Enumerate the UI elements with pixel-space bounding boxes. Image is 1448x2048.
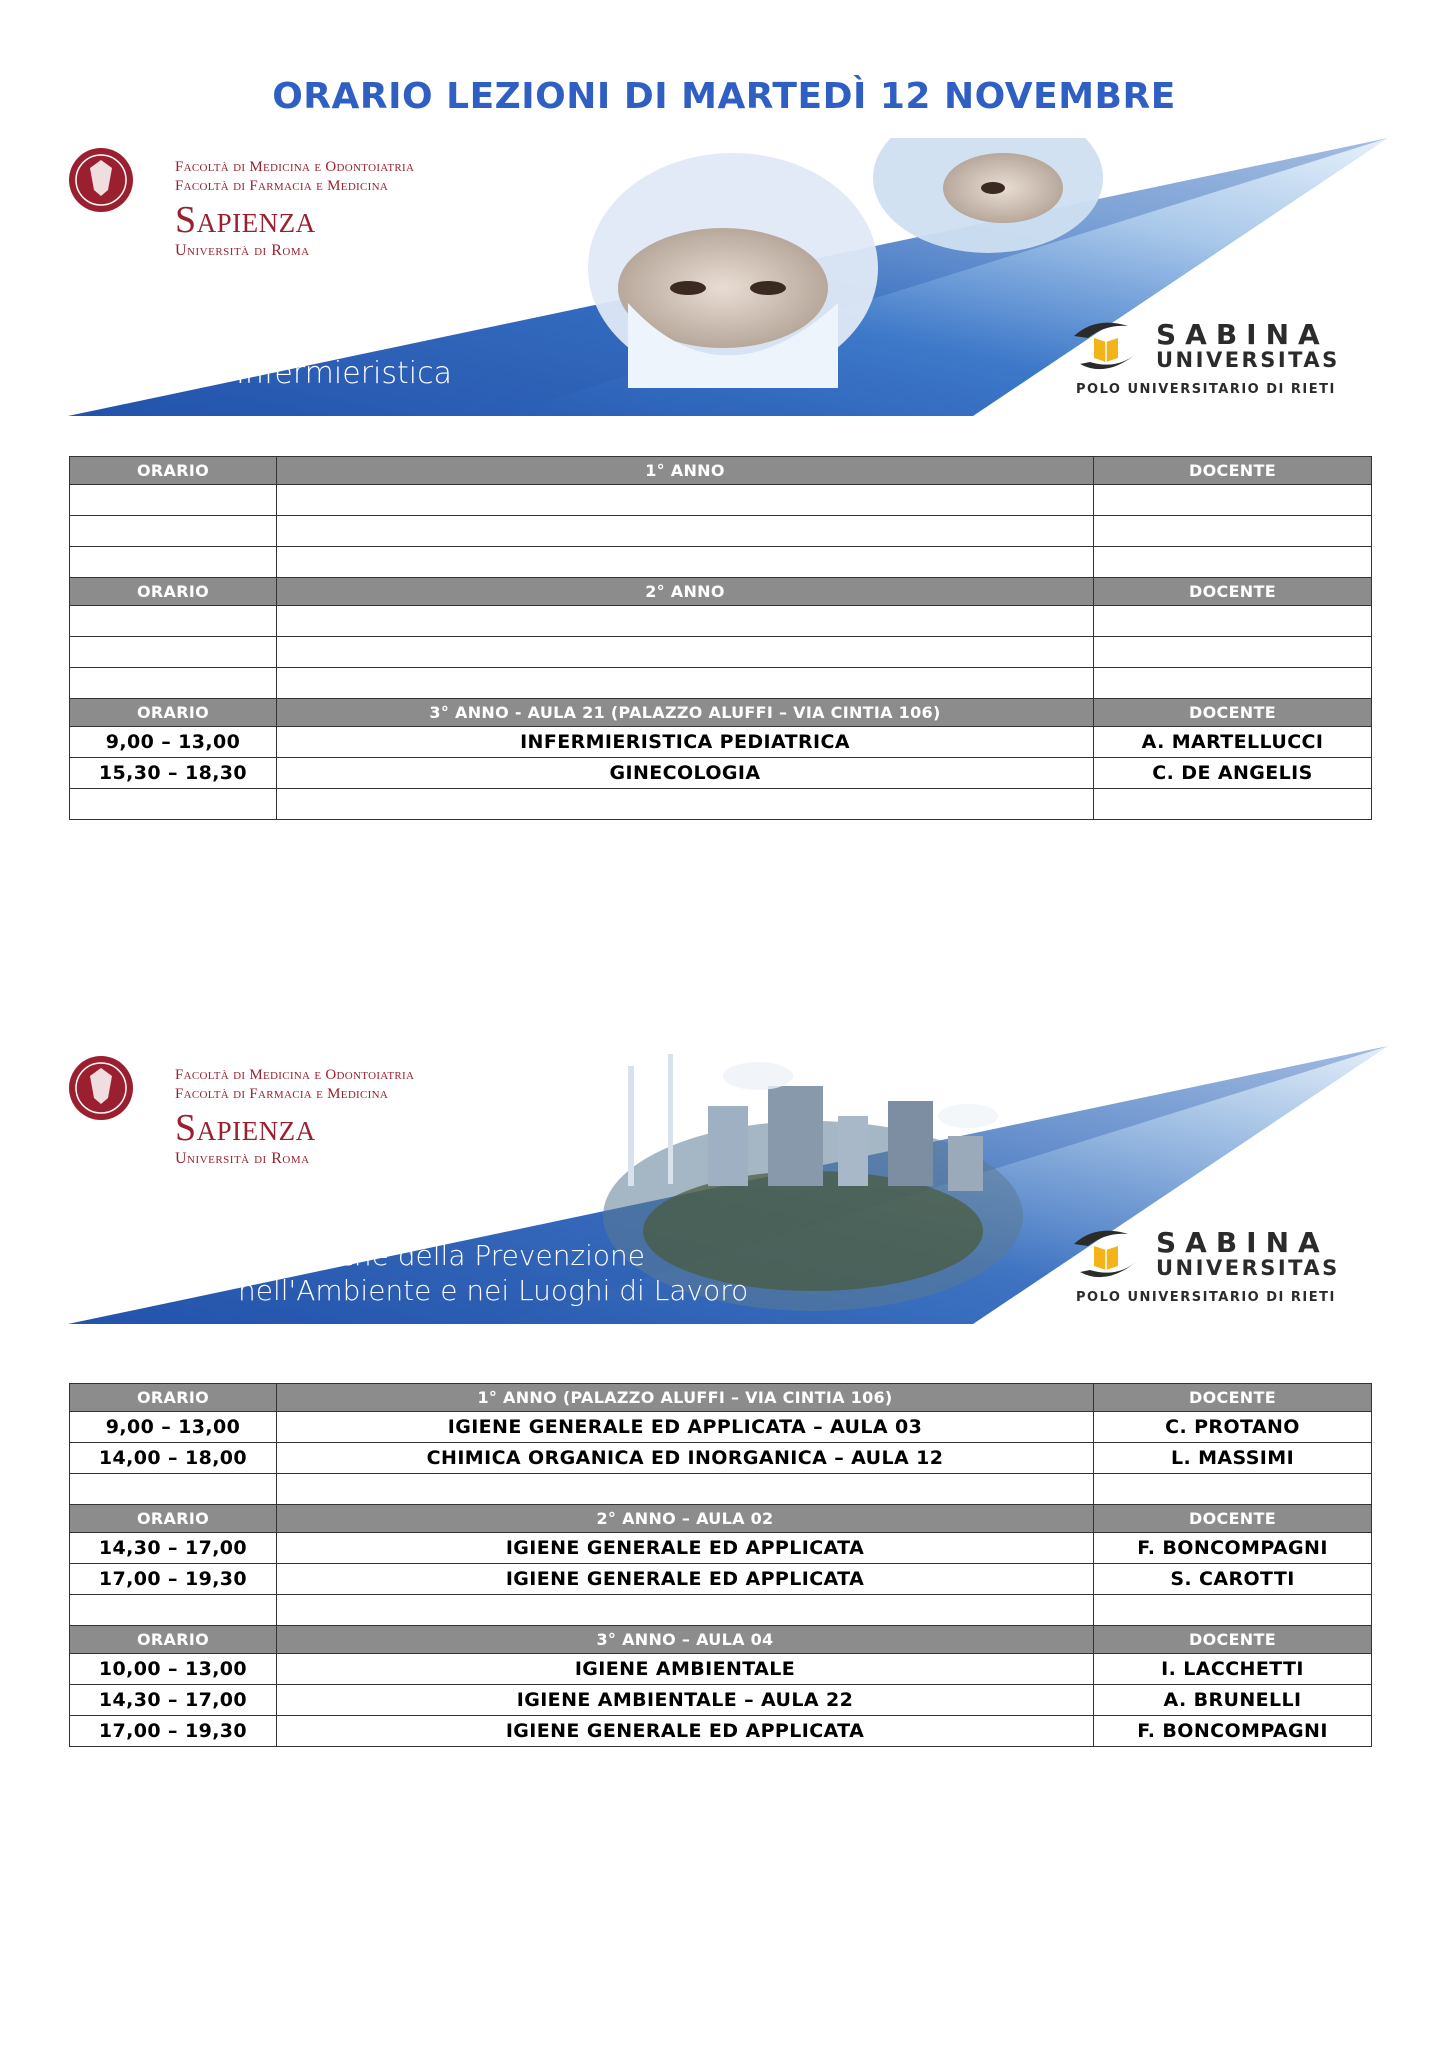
cell-subject: GINECOLOGIA <box>277 758 1094 789</box>
faculty-line-1: Facoltà di Medicina e Odontoiatria <box>175 1067 415 1083</box>
table-row <box>70 1474 1372 1505</box>
cell-subject <box>277 668 1094 699</box>
cell-teacher: F. BONCOMPAGNI <box>1094 1716 1372 1747</box>
faculty-line-2: Facoltà di Farmacia e Medicina <box>175 1086 389 1102</box>
cell-teacher <box>1094 606 1372 637</box>
table-row <box>70 1533 1372 1564</box>
cell-subject: IGIENE AMBIENTALE <box>277 1654 1094 1685</box>
cell-teacher: I. LACCHETTI <box>1094 1654 1372 1685</box>
cell-time: 17,00 – 19,30 <box>70 1716 277 1747</box>
sapienza-seal-icon <box>68 138 138 218</box>
university-name: Sapienza <box>175 1107 316 1149</box>
cell-time <box>70 637 277 668</box>
table-row <box>70 485 1372 516</box>
cell-time <box>70 547 277 578</box>
cell-subject <box>277 485 1094 516</box>
header-teacher: DOCENTE <box>1094 699 1372 727</box>
header-teacher: DOCENTE <box>1094 1505 1372 1533</box>
header-time: ORARIO <box>70 1384 277 1412</box>
header-time: ORARIO <box>70 457 277 485</box>
sabina-name-line2: UNIVERSITAS <box>1156 348 1340 372</box>
header-teacher: DOCENTE <box>1094 578 1372 606</box>
university-name: Sapienza <box>175 199 316 241</box>
banner-infermieristica <box>68 138 1388 428</box>
table-row <box>70 1685 1372 1716</box>
header-time: ORARIO <box>70 699 277 727</box>
cell-time <box>70 1595 277 1626</box>
cell-subject: IGIENE GENERALE ED APPLICATA <box>277 1533 1094 1564</box>
table-row <box>70 1564 1372 1595</box>
sabina-name-line1: SABINA <box>1156 318 1329 351</box>
cell-subject <box>277 637 1094 668</box>
cell-subject: IGIENE GENERALE ED APPLICATA <box>277 1716 1094 1747</box>
cell-teacher <box>1094 1474 1372 1505</box>
table-row <box>70 606 1372 637</box>
cell-teacher: S. CAROTTI <box>1094 1564 1372 1595</box>
sabina-subtitle: POLO UNIVERSITARIO DI RIETI <box>1076 382 1336 397</box>
header-year: 1° ANNO <box>277 457 1094 485</box>
header-teacher: DOCENTE <box>1094 1626 1372 1654</box>
table-row <box>70 668 1372 699</box>
schedule-table-tecniche-prevenzione <box>69 1383 1372 1747</box>
header-time: ORARIO <box>70 1505 277 1533</box>
cell-time <box>70 516 277 547</box>
cell-subject <box>277 606 1094 637</box>
header-year: 3° ANNO - AULA 21 (PALAZZO ALUFFI – VIA CINTIA 106) <box>277 699 1094 727</box>
sabina-book-icon <box>1066 316 1146 376</box>
cell-subject: CHIMICA ORGANICA ED INORGANICA – AULA 12 <box>277 1443 1094 1474</box>
cell-teacher: F. BONCOMPAGNI <box>1094 1533 1372 1564</box>
sabina-name-line2: UNIVERSITAS <box>1156 1256 1340 1280</box>
cell-time <box>70 1474 277 1505</box>
cell-time: 9,00 – 13,00 <box>70 1412 277 1443</box>
cell-teacher <box>1094 516 1372 547</box>
cell-time: 14,00 – 18,00 <box>70 1443 277 1474</box>
faculty-line-2: Facoltà di Farmacia e Medicina <box>175 178 389 194</box>
cell-time: 14,30 – 17,00 <box>70 1685 277 1716</box>
cell-teacher <box>1094 547 1372 578</box>
table-row <box>70 547 1372 578</box>
header-year: 2° ANNO <box>277 578 1094 606</box>
faculty-names <box>175 158 414 196</box>
course-name-line-2: nell'Ambiente e nei Luoghi di Lavoro <box>238 1274 749 1307</box>
header-teacher: DOCENTE <box>1094 457 1372 485</box>
course-name <box>238 1238 749 1308</box>
cell-time <box>70 789 277 820</box>
table-row <box>70 758 1372 789</box>
cell-subject <box>277 789 1094 820</box>
table-row <box>70 1716 1372 1747</box>
cell-teacher: C. DE ANGELIS <box>1094 758 1372 789</box>
sabina-name-line1: SABINA <box>1156 1226 1329 1259</box>
cell-subject <box>277 1595 1094 1626</box>
cell-subject <box>277 1474 1094 1505</box>
table-row <box>70 1443 1372 1474</box>
table-header-row <box>70 1626 1372 1654</box>
header-year: 2° ANNO – AULA 02 <box>277 1505 1094 1533</box>
table-row <box>70 516 1372 547</box>
table-header-row <box>70 1384 1372 1412</box>
cell-time: 14,30 – 17,00 <box>70 1533 277 1564</box>
cell-teacher: A. BRUNELLI <box>1094 1685 1372 1716</box>
page-title: ORARIO LEZIONI DI MARTEDÌ 12 NOVEMBRE <box>272 76 1176 117</box>
cell-subject: IGIENE AMBIENTALE – AULA 22 <box>277 1685 1094 1716</box>
sabina-subtitle: POLO UNIVERSITARIO DI RIETI <box>1076 1290 1336 1305</box>
table-row <box>70 1412 1372 1443</box>
sabina-book-icon <box>1066 1224 1146 1284</box>
cell-teacher: C. PROTANO <box>1094 1412 1372 1443</box>
header-time: ORARIO <box>70 578 277 606</box>
cell-teacher: A. MARTELLUCCI <box>1094 727 1372 758</box>
table-row <box>70 789 1372 820</box>
header-teacher: DOCENTE <box>1094 1384 1372 1412</box>
cell-subject <box>277 547 1094 578</box>
university-subtitle: Università di Roma <box>175 1150 310 1167</box>
header-time: ORARIO <box>70 1626 277 1654</box>
table-row <box>70 727 1372 758</box>
schedule-table-infermieristica <box>69 456 1372 820</box>
cell-teacher: L. MASSIMI <box>1094 1443 1372 1474</box>
table-header-row <box>70 699 1372 727</box>
cell-time <box>70 668 277 699</box>
table-header-row <box>70 1505 1372 1533</box>
university-subtitle: Università di Roma <box>175 242 310 259</box>
banner-tecniche-prevenzione <box>68 1046 1388 1336</box>
sabina-logo <box>1066 316 1366 406</box>
cell-subject: INFERMIERISTICA PEDIATRICA <box>277 727 1094 758</box>
cell-subject: IGIENE GENERALE ED APPLICATA <box>277 1564 1094 1595</box>
cell-teacher <box>1094 789 1372 820</box>
cell-time: 17,00 – 19,30 <box>70 1564 277 1595</box>
table-header-row <box>70 578 1372 606</box>
header-year: 3° ANNO – AULA 04 <box>277 1626 1094 1654</box>
cell-time: 9,00 – 13,00 <box>70 727 277 758</box>
cell-subject <box>277 516 1094 547</box>
cell-time <box>70 606 277 637</box>
cell-time: 10,00 – 13,00 <box>70 1654 277 1685</box>
course-name: Infermieristica <box>236 356 452 391</box>
cell-teacher <box>1094 485 1372 516</box>
header-year: 1° ANNO (PALAZZO ALUFFI – VIA CINTIA 106) <box>277 1384 1094 1412</box>
cell-teacher <box>1094 637 1372 668</box>
faculty-line-1: Facoltà di Medicina e Odontoiatria <box>175 159 415 175</box>
course-name-line-1: Tecniche della Prevenzione <box>268 1239 646 1272</box>
cell-subject: IGIENE GENERALE ED APPLICATA – AULA 03 <box>277 1412 1094 1443</box>
cell-teacher <box>1094 1595 1372 1626</box>
table-row <box>70 1595 1372 1626</box>
faculty-names <box>175 1066 414 1104</box>
cell-time <box>70 485 277 516</box>
table-row <box>70 637 1372 668</box>
cell-time: 15,30 – 18,30 <box>70 758 277 789</box>
cell-teacher <box>1094 668 1372 699</box>
sapienza-seal-icon <box>68 1046 138 1126</box>
table-header-row <box>70 457 1372 485</box>
table-row <box>70 1654 1372 1685</box>
sabina-logo <box>1066 1224 1366 1314</box>
